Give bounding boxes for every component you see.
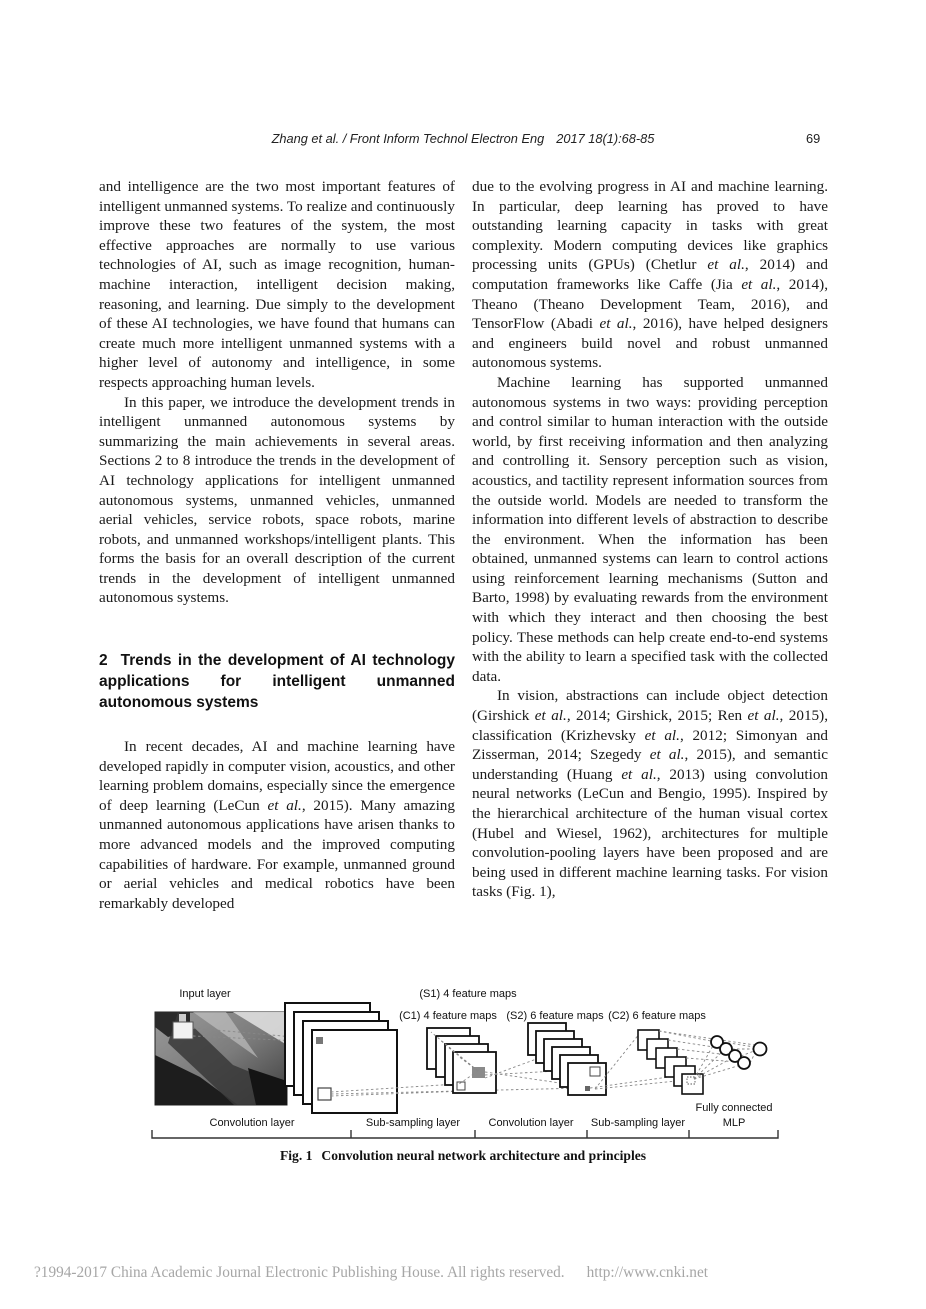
input-layer-label: Input layer (179, 988, 231, 1000)
section-number: 2 (99, 652, 108, 670)
convolution-layer-2-label: Convolution layer (488, 1117, 574, 1129)
mlp-output-neuron (754, 1043, 767, 1056)
input-image (155, 1012, 287, 1105)
paragraph-due-to: due to the evolving progress in AI and machine learning. In particular, deep learning has proved to have outstanding learning capacity in tasks with great complexity. Modern computing devices like graphics processing units (GPUs) (Chetlur et al., 2014) and computation frameworks like Caffe (Jia et al., 2014), Theano (Theano Development Team, 2016), and TensorFlow (Abadi et al., 2016), have helped designers and engineers build novel and robust unmanned autonomous systems. (472, 178, 829, 372)
paragraph-machine-learning: Machine learning has supported unmanned autonomous systems in two ways: providing perception and control similar to human interaction with the outside world, by first receiving information and then analyzing and controlling it. Sensory perception such as vision, acoustics, and tactility represent information sources from the outside world. Models are needed to transform the information into different levels of abstraction to describe the environment. When the information has been obtained, unmanned systems can learn to control actions using reinforcement learning mechanisms (Sutton and Barto, 1998) by evaluating rewards from the environment with which they interact and then choosing the best policy. These methods can help create end-to-end systems with the ability to learn a specified task with the collected data. (472, 373, 828, 685)
running-title: Zhang et al. / Front Inform Technol Electron Eng (271, 131, 545, 146)
subsampling-layer-1-label: Sub-sampling layer (365, 1117, 461, 1129)
paragraph-in-vision: In vision, abstractions can include object detection (Girshick et al., 2014; Girshick, 2015; Ren et al., 2015), classification (Krizhevsky et al., 2012; Simonyan and Zisserman, 2014; Szegedy et al., 2015), and semantic understanding (Huang et al., 2013) using convolution neural networks (LeCun and Bengio, 1995). Inspired by the hierarchical architecture of the human visual cortex (Hubel and Wiesel, 1962), architectures for multiple convolution-pooling layers have been proposed and are being used in different machine learning tasks. For vision tasks (Fig. 1), (472, 687, 829, 901)
fully-connected-label: Fully connected (695, 1102, 773, 1114)
c1-label: (C1) 4 feature maps (399, 1010, 497, 1022)
mlp-label: MLP (722, 1117, 746, 1129)
feature-map-stack-s2 (528, 1023, 606, 1095)
convolution-layer-1-label: Convolution layer (209, 1117, 295, 1129)
issue-info: 2017 18(1):68-85 (556, 131, 655, 146)
left-column (99, 177, 455, 913)
feature-map-stack-c1 (427, 1028, 496, 1093)
c2-label: (C2) 6 feature maps (608, 1010, 706, 1022)
figure-caption-label: Fig. 1 (279, 1148, 313, 1163)
footer-copyright: ?1994-2017 China Academic Journal Electronic Publishing House. All rights reserved. (34, 1264, 565, 1281)
cnn-architecture-figure (138, 983, 808, 1148)
footer (34, 1264, 708, 1282)
subsampling-layer-2-label: Sub-sampling layer (590, 1117, 686, 1129)
section-title: Trends in the development of AI technology applications for intelligent unmanned autonomous systems (99, 652, 455, 712)
layer-bracket (152, 1130, 778, 1138)
figure-caption-text: Convolution neural network architecture and principles (321, 1148, 647, 1163)
paragraph-recent-decades: In recent decades, AI and machine learning have developed rapidly in computer vision, acoustics, and other learning problem domains, especially since the emergence of deep learning (LeCun et al., 2015). Many amazing unmanned autonomous applications have arisen thanks to more advanced models and the improved computing capabilities of hardware. For example, unmanned ground or aerial vehicles and medical robotics have been remarkably developed (99, 738, 455, 912)
footer-url: http://www.cnki.net (586, 1264, 708, 1281)
page-number: 69 (806, 131, 821, 146)
s1-label: (S1) 4 feature maps (419, 988, 517, 1000)
paragraph-continued: and intelligence are the two most important features of intelligent unmanned systems. To realize and continuously improve these two features of the system, the most effective approaches are normally to use various technologies of AI, such as image recognition, human-machine interaction, intelligent decision making, reasoning, and learning. Due simply to the development of these AI technologies, we have found that humans can create much more intelligent unmanned systems with a higher level of autonomy and intelligence, in some respects approaching human levels. (99, 178, 455, 391)
running-head (0, 131, 926, 146)
paragraph-intro: In this paper, we introduce the development trends in intelligent unmanned autonomous systems by summarizing the main achievements in several areas. Sections 2 to 8 introduce the trends in the development of AI technology applications for intelligent unmanned autonomous systems, unmanned vehicles, unmanned aerial vehicles, service robots, space robots, marine robots, and unmanned workshops/intelligent plants. This forms the basis for an overall description of the current trends in the development of intelligent unmanned autonomous systems. (99, 393, 455, 607)
feature-map-stack-s1 (285, 1003, 397, 1113)
figure-caption (0, 1148, 926, 1164)
feature-map-stack-c2 (638, 1030, 703, 1094)
section-heading (99, 650, 455, 713)
s2-label: (S2) 6 feature maps (506, 1010, 604, 1022)
mlp-neurons (711, 1036, 767, 1069)
right-column (472, 177, 828, 902)
